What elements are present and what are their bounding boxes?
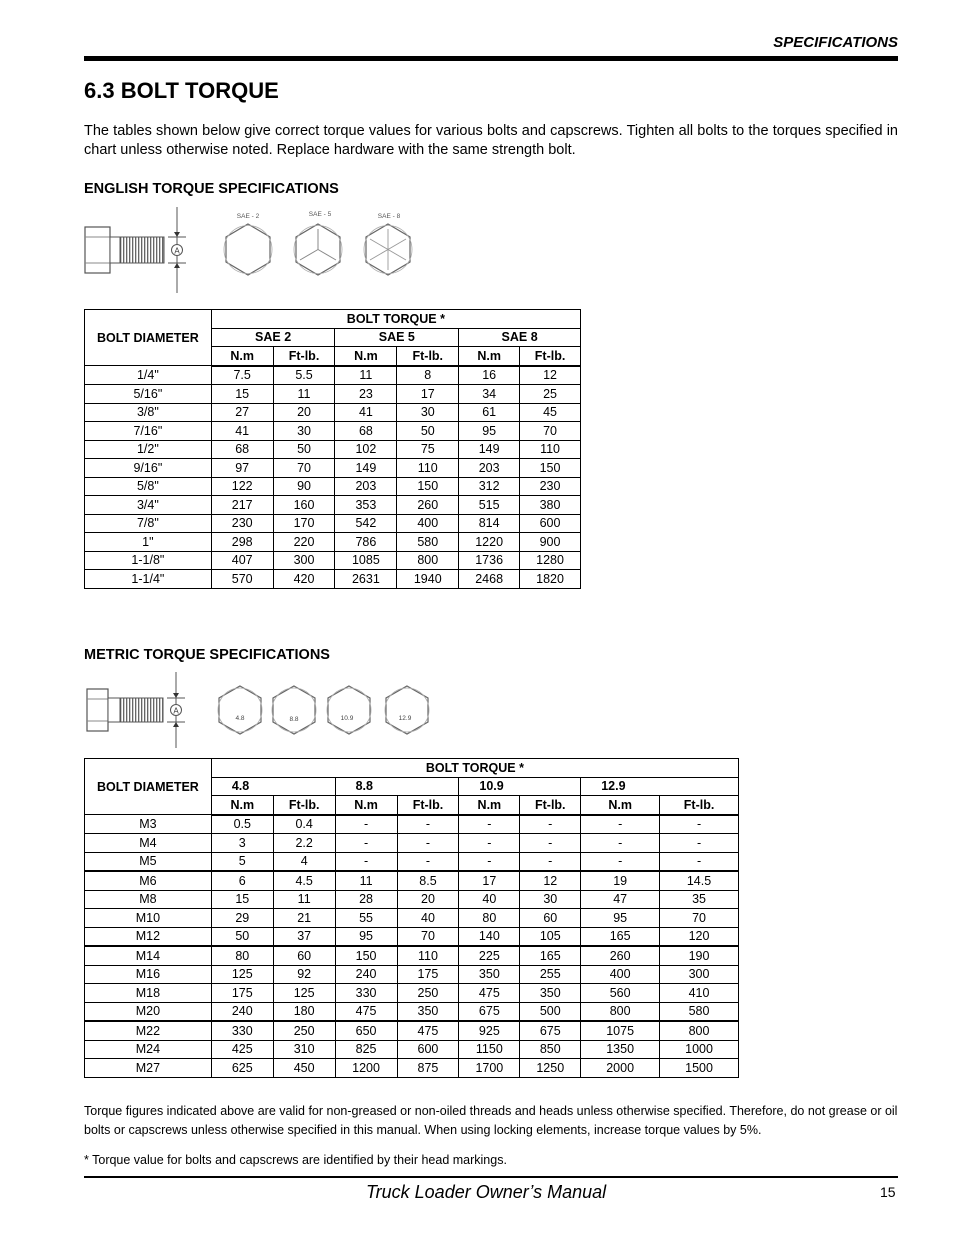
torque-value-cell: 92 (273, 965, 335, 984)
torque-value-cell: 475 (397, 1021, 459, 1040)
table-row (85, 422, 581, 441)
torque-value-cell: 800 (660, 1021, 739, 1040)
footer-rule (84, 1176, 898, 1178)
torque-value-cell: 260 (397, 496, 459, 515)
torque-value-cell: 60 (520, 909, 581, 928)
torque-value-cell: 786 (335, 533, 397, 552)
torque-value-cell: - (397, 834, 459, 853)
metric-bolt-diagram (84, 670, 444, 752)
torque-value-cell: 255 (520, 965, 581, 984)
torque-value-cell: 825 (335, 1040, 397, 1059)
torque-value-cell: 1350 (581, 1040, 660, 1059)
torque-value-cell: 814 (459, 514, 520, 533)
torque-value-cell: 1220 (459, 533, 520, 552)
grade-header-sae-5: SAE 5 (335, 328, 459, 347)
torque-value-cell: 350 (459, 965, 520, 984)
bolt-diameter-cell: M4 (85, 834, 212, 853)
torque-value-cell: 380 (520, 496, 581, 515)
torque-value-cell: 110 (520, 440, 581, 459)
torque-value-cell: 675 (520, 1021, 581, 1040)
table-row (85, 1059, 739, 1078)
torque-value-cell: 150 (335, 946, 397, 965)
bolt-diameter-header: BOLT DIAMETER (85, 759, 212, 815)
unit-header-nm: N.m (211, 347, 273, 366)
torque-value-cell: 203 (335, 477, 397, 496)
torque-value-cell: 30 (520, 890, 581, 909)
grade-header-10-9: 10.9 (459, 777, 581, 796)
torque-value-cell: 1000 (660, 1040, 739, 1059)
torque-value-cell: 0.4 (273, 815, 335, 834)
torque-value-cell: 190 (660, 946, 739, 965)
table-row (85, 533, 581, 552)
torque-value-cell: - (459, 815, 520, 834)
metric-section-title: METRIC TORQUE SPECIFICATIONS (84, 647, 330, 663)
torque-value-cell: 125 (211, 965, 273, 984)
torque-value-cell: 122 (211, 477, 273, 496)
bolt-diameter-cell: 3/4" (85, 496, 212, 515)
torque-value-cell: 1200 (335, 1059, 397, 1078)
bolt-side-view-icon (87, 672, 185, 748)
torque-value-cell: 95 (581, 909, 660, 928)
unit-header-ftlb: Ft-lb. (660, 796, 739, 815)
table-row (85, 514, 581, 533)
table-row (85, 890, 739, 909)
torque-value-cell: 875 (397, 1059, 459, 1078)
torque-value-cell: 90 (273, 477, 335, 496)
bolt-diameter-cell: 1/4" (85, 366, 212, 385)
torque-value-cell: - (397, 852, 459, 871)
page-title: 6.3 BOLT TORQUE (84, 78, 279, 103)
unit-header-ftlb: Ft-lb. (397, 347, 459, 366)
torque-value-cell: 1940 (397, 570, 459, 589)
unit-header-nm: N.m (459, 796, 520, 815)
torque-value-cell: 95 (335, 927, 397, 946)
bolt-diameter-cell: 3/8" (85, 403, 212, 422)
footer-manual-title: Truck Loader Owner’s Manual (366, 1182, 607, 1202)
bolt-diameter-cell: 1-1/4" (85, 570, 212, 589)
torque-value-cell: 95 (459, 422, 520, 441)
torque-value-cell: 125 (273, 984, 335, 1003)
torque-value-cell: 41 (211, 422, 273, 441)
torque-value-cell: 21 (273, 909, 335, 928)
table-row (85, 984, 739, 1003)
torque-value-cell: 800 (581, 1002, 660, 1021)
torque-value-cell: 900 (520, 533, 581, 552)
bolt-diameter-cell: 1" (85, 533, 212, 552)
table-row (85, 366, 581, 385)
torque-value-cell: 140 (459, 927, 520, 946)
table-row (85, 1002, 739, 1021)
torque-footnote: Torque figures indicated above are valid for non-greased or non-oiled threads and heads unless otherwise specified. Therefore, do not grease or oil bolts or capscrews unless otherwise specified in this manual. When using locking elements, increase torque values by 5%. (84, 1104, 898, 1137)
section-header-label: SPECIFICATIONS (773, 34, 898, 51)
torque-value-cell: 70 (397, 927, 459, 946)
grade-label: 10.9 (340, 715, 354, 722)
bolt-diameter-cell: M6 (85, 871, 212, 890)
torque-value-cell: 8.5 (397, 871, 459, 890)
torque-value-cell: - (581, 852, 660, 871)
torque-value-cell: 102 (335, 440, 397, 459)
torque-value-cell: 240 (335, 965, 397, 984)
table-row (85, 477, 581, 496)
torque-value-cell: 50 (273, 440, 335, 459)
torque-value-cell: 70 (273, 459, 335, 478)
unit-header-nm: N.m (335, 796, 397, 815)
table-row (85, 459, 581, 478)
torque-value-cell: 410 (660, 984, 739, 1003)
torque-value-cell: 45 (520, 403, 581, 422)
torque-value-cell: 29 (211, 909, 273, 928)
torque-value-cell: 1820 (520, 570, 581, 589)
bolt-diameter-cell: M3 (85, 815, 212, 834)
torque-value-cell: 11 (273, 890, 335, 909)
torque-value-cell: 160 (273, 496, 335, 515)
bolt-diameter-cell: M10 (85, 909, 212, 928)
torque-value-cell: 150 (397, 477, 459, 496)
torque-value-cell: 425 (211, 1040, 273, 1059)
torque-value-cell: 110 (397, 946, 459, 965)
torque-value-cell: 475 (459, 984, 520, 1003)
torque-value-cell: 1250 (520, 1059, 581, 1078)
unit-header-nm: N.m (581, 796, 660, 815)
torque-value-cell: 20 (273, 403, 335, 422)
torque-value-cell: 19 (581, 871, 660, 890)
unit-header-ftlb: Ft-lb. (520, 347, 581, 366)
grade-header-sae-8: SAE 8 (459, 328, 581, 347)
table-row (85, 946, 739, 965)
torque-value-cell: 600 (520, 514, 581, 533)
torque-value-cell: 17 (459, 871, 520, 890)
torque-value-cell: 105 (520, 927, 581, 946)
torque-value-cell: 1700 (459, 1059, 520, 1078)
torque-value-cell: 2.2 (273, 834, 335, 853)
torque-value-cell: 27 (211, 403, 273, 422)
torque-value-cell: 570 (211, 570, 273, 589)
torque-value-cell: 475 (335, 1002, 397, 1021)
grade-label: SAE - 5 (308, 211, 332, 218)
torque-value-cell: 1150 (459, 1040, 520, 1059)
torque-value-cell: 40 (397, 909, 459, 928)
torque-value-cell: 7.5 (211, 366, 273, 385)
english-bolt-diagram (84, 205, 424, 297)
grade-header-sae-2: SAE 2 (211, 328, 335, 347)
torque-value-cell: 23 (335, 385, 397, 404)
torque-value-cell: 180 (273, 1002, 335, 1021)
torque-value-cell: 230 (520, 477, 581, 496)
bolt-diameter-cell: 5/16" (85, 385, 212, 404)
torque-value-cell: 175 (211, 984, 273, 1003)
dimension-label: A (173, 706, 179, 716)
torque-value-cell: 1500 (660, 1059, 739, 1078)
torque-value-cell: 11 (335, 871, 397, 890)
torque-value-cell: - (520, 834, 581, 853)
torque-value-cell: 170 (273, 514, 335, 533)
torque-value-cell: 420 (273, 570, 335, 589)
table-row (85, 909, 739, 928)
torque-value-cell: 11 (273, 385, 335, 404)
torque-value-cell: - (397, 815, 459, 834)
torque-value-cell: 260 (581, 946, 660, 965)
unit-header-nm: N.m (459, 347, 520, 366)
torque-value-cell: 2468 (459, 570, 520, 589)
torque-value-cell: 25 (520, 385, 581, 404)
english-section-title: ENGLISH TORQUE SPECIFICATIONS (84, 181, 339, 197)
torque-value-cell: 1085 (335, 551, 397, 570)
torque-value-cell: 250 (397, 984, 459, 1003)
sae-8-head-icon (364, 213, 412, 275)
grade-header-12-9: 12.9 (581, 777, 739, 796)
bolt-diameter-cell: M12 (85, 927, 212, 946)
torque-value-cell: 68 (335, 422, 397, 441)
unit-header-ftlb: Ft-lb. (273, 796, 335, 815)
torque-value-cell: 50 (211, 927, 273, 946)
bolt-diameter-cell: M8 (85, 890, 212, 909)
torque-value-cell: 400 (581, 965, 660, 984)
torque-value-cell: 542 (335, 514, 397, 533)
torque-value-cell: 20 (397, 890, 459, 909)
grade-12-9-head-icon (385, 686, 429, 734)
torque-value-cell: 1075 (581, 1021, 660, 1040)
table-row (85, 852, 739, 871)
torque-value-cell: - (660, 834, 739, 853)
torque-value-cell: 353 (335, 496, 397, 515)
torque-value-cell: 1280 (520, 551, 581, 570)
grade-8-8-head-icon (272, 686, 316, 734)
table-row (85, 385, 581, 404)
torque-value-cell: 400 (397, 514, 459, 533)
torque-value-cell: 97 (211, 459, 273, 478)
torque-value-cell: - (660, 815, 739, 834)
bolt-diameter-cell: M24 (85, 1040, 212, 1059)
table-row (85, 834, 739, 853)
torque-value-cell: 560 (581, 984, 660, 1003)
torque-value-cell: 500 (520, 1002, 581, 1021)
grade-label: SAE - 8 (377, 213, 401, 220)
torque-value-cell: 0.5 (211, 815, 273, 834)
dimension-label: A (174, 246, 180, 256)
torque-value-cell: 11 (335, 366, 397, 385)
torque-value-cell: 515 (459, 496, 520, 515)
bolt-diameter-cell: M18 (85, 984, 212, 1003)
torque-value-cell: 68 (211, 440, 273, 459)
torque-value-cell: 407 (211, 551, 273, 570)
torque-value-cell: 650 (335, 1021, 397, 1040)
torque-value-cell: - (520, 852, 581, 871)
table-row (85, 927, 739, 946)
unit-header-nm: N.m (335, 347, 397, 366)
torque-value-cell: 40 (459, 890, 520, 909)
torque-value-cell: 30 (273, 422, 335, 441)
sae-2-head-icon (224, 213, 272, 275)
torque-value-cell: 110 (397, 459, 459, 478)
torque-value-cell: 15 (211, 385, 273, 404)
torque-value-cell: 17 (397, 385, 459, 404)
bolt-diameter-cell: M27 (85, 1059, 212, 1078)
grade-label: 12.9 (398, 715, 412, 722)
torque-value-cell: - (459, 834, 520, 853)
table-row (85, 496, 581, 515)
torque-value-cell: 80 (459, 909, 520, 928)
sae-5-head-icon (294, 211, 342, 275)
page-number: 15 (880, 1184, 896, 1200)
unit-header-ftlb: Ft-lb. (520, 796, 581, 815)
table-row (85, 965, 739, 984)
grade-label: 8.8 (289, 716, 299, 723)
torque-value-cell: 350 (397, 1002, 459, 1021)
torque-value-cell: 75 (397, 440, 459, 459)
grade-label: 4.8 (235, 715, 245, 722)
torque-value-cell: 175 (397, 965, 459, 984)
torque-value-cell: 5.5 (273, 366, 335, 385)
torque-value-cell: 70 (520, 422, 581, 441)
bolt-diameter-cell: 1/2" (85, 440, 212, 459)
header-rule (84, 56, 898, 61)
torque-value-cell: 2631 (335, 570, 397, 589)
torque-value-cell: 203 (459, 459, 520, 478)
torque-value-cell: - (581, 815, 660, 834)
torque-value-cell: 35 (660, 890, 739, 909)
unit-header-nm: N.m (211, 796, 273, 815)
bolt-diameter-cell: 1-1/8" (85, 551, 212, 570)
torque-value-cell: 50 (397, 422, 459, 441)
torque-value-cell: 800 (397, 551, 459, 570)
torque-value-cell: 28 (335, 890, 397, 909)
torque-value-cell: 330 (211, 1021, 273, 1040)
torque-value-cell: - (335, 834, 397, 853)
bolt-diameter-cell: 5/8" (85, 477, 212, 496)
torque-value-cell: 240 (211, 1002, 273, 1021)
torque-value-cell: 12 (520, 366, 581, 385)
bolt-diameter-cell: M22 (85, 1021, 212, 1040)
torque-value-cell: 15 (211, 890, 273, 909)
torque-value-cell: 330 (335, 984, 397, 1003)
torque-value-cell: 450 (273, 1059, 335, 1078)
table-row (85, 551, 581, 570)
grade-label: SAE - 2 (236, 213, 260, 220)
torque-value-cell: 149 (459, 440, 520, 459)
torque-value-cell: 580 (660, 1002, 739, 1021)
torque-value-cell: 250 (273, 1021, 335, 1040)
intro-paragraph: The tables shown below give correct torque values for various bolts and capscrews. Tighten all bolts to the torques specified in chart unless otherwise noted. Replace hardware with the same strength bolt. (84, 123, 898, 158)
table-row (85, 1021, 739, 1040)
torque-value-cell: - (660, 852, 739, 871)
torque-value-cell: 600 (397, 1040, 459, 1059)
table-row (85, 1040, 739, 1059)
english-torque-table (84, 309, 581, 589)
grade-header-8-8: 8.8 (335, 777, 459, 796)
torque-value-cell: 149 (335, 459, 397, 478)
table-row (85, 815, 739, 834)
grade-10-9-head-icon (327, 686, 371, 734)
torque-value-cell: 150 (520, 459, 581, 478)
unit-header-ftlb: Ft-lb. (273, 347, 335, 366)
torque-value-cell: 850 (520, 1040, 581, 1059)
torque-value-cell: 217 (211, 496, 273, 515)
torque-value-cell: 4.5 (273, 871, 335, 890)
torque-value-cell: 14.5 (660, 871, 739, 890)
torque-value-cell: 55 (335, 909, 397, 928)
torque-value-cell: 230 (211, 514, 273, 533)
torque-value-cell: 34 (459, 385, 520, 404)
torque-value-cell: 310 (273, 1040, 335, 1059)
bolt-torque-header: BOLT TORQUE * (211, 310, 580, 329)
asterisk-footnote: * Torque value for bolts and capscrews are identified by their head markings. (84, 1153, 507, 1167)
torque-value-cell: 220 (273, 533, 335, 552)
torque-value-cell: 5 (211, 852, 273, 871)
torque-value-cell: 6 (211, 871, 273, 890)
table-row (85, 440, 581, 459)
bolt-diameter-cell: 7/16" (85, 422, 212, 441)
torque-value-cell: 298 (211, 533, 273, 552)
torque-value-cell: 8 (397, 366, 459, 385)
bolt-diameter-cell: M14 (85, 946, 212, 965)
torque-value-cell: 675 (459, 1002, 520, 1021)
table-row (85, 403, 581, 422)
torque-value-cell: 165 (581, 927, 660, 946)
torque-value-cell: 165 (520, 946, 581, 965)
bolt-diameter-cell: M16 (85, 965, 212, 984)
torque-value-cell: 3 (211, 834, 273, 853)
torque-value-cell: 4 (273, 852, 335, 871)
torque-value-cell: - (335, 815, 397, 834)
torque-value-cell: 312 (459, 477, 520, 496)
torque-value-cell: 47 (581, 890, 660, 909)
torque-value-cell: 625 (211, 1059, 273, 1078)
grade-4-8-head-icon (218, 686, 262, 734)
torque-value-cell: 300 (273, 551, 335, 570)
grade-header-4-8: 4.8 (211, 777, 335, 796)
unit-header-ftlb: Ft-lb. (397, 796, 459, 815)
bolt-diameter-cell: 9/16" (85, 459, 212, 478)
torque-value-cell: - (459, 852, 520, 871)
torque-value-cell: 350 (520, 984, 581, 1003)
torque-value-cell: - (335, 852, 397, 871)
torque-value-cell: 61 (459, 403, 520, 422)
torque-value-cell: 925 (459, 1021, 520, 1040)
torque-value-cell: - (581, 834, 660, 853)
bolt-side-view-icon (85, 207, 186, 293)
torque-value-cell: 2000 (581, 1059, 660, 1078)
torque-value-cell: 60 (273, 946, 335, 965)
table-row (85, 570, 581, 589)
bolt-diameter-cell: M5 (85, 852, 212, 871)
bolt-torque-header: BOLT TORQUE * (211, 759, 738, 778)
table-row (85, 871, 739, 890)
torque-value-cell: 1736 (459, 551, 520, 570)
torque-value-cell: 80 (211, 946, 273, 965)
torque-value-cell: 225 (459, 946, 520, 965)
torque-value-cell: 12 (520, 871, 581, 890)
torque-value-cell: 70 (660, 909, 739, 928)
torque-value-cell: 300 (660, 965, 739, 984)
torque-value-cell: 30 (397, 403, 459, 422)
bolt-diameter-cell: M20 (85, 1002, 212, 1021)
torque-value-cell: 37 (273, 927, 335, 946)
bolt-diameter-header: BOLT DIAMETER (85, 310, 212, 366)
metric-torque-table (84, 758, 739, 1078)
torque-value-cell: 41 (335, 403, 397, 422)
torque-value-cell: - (520, 815, 581, 834)
torque-value-cell: 16 (459, 366, 520, 385)
torque-value-cell: 120 (660, 927, 739, 946)
torque-value-cell: 580 (397, 533, 459, 552)
bolt-diameter-cell: 7/8" (85, 514, 212, 533)
